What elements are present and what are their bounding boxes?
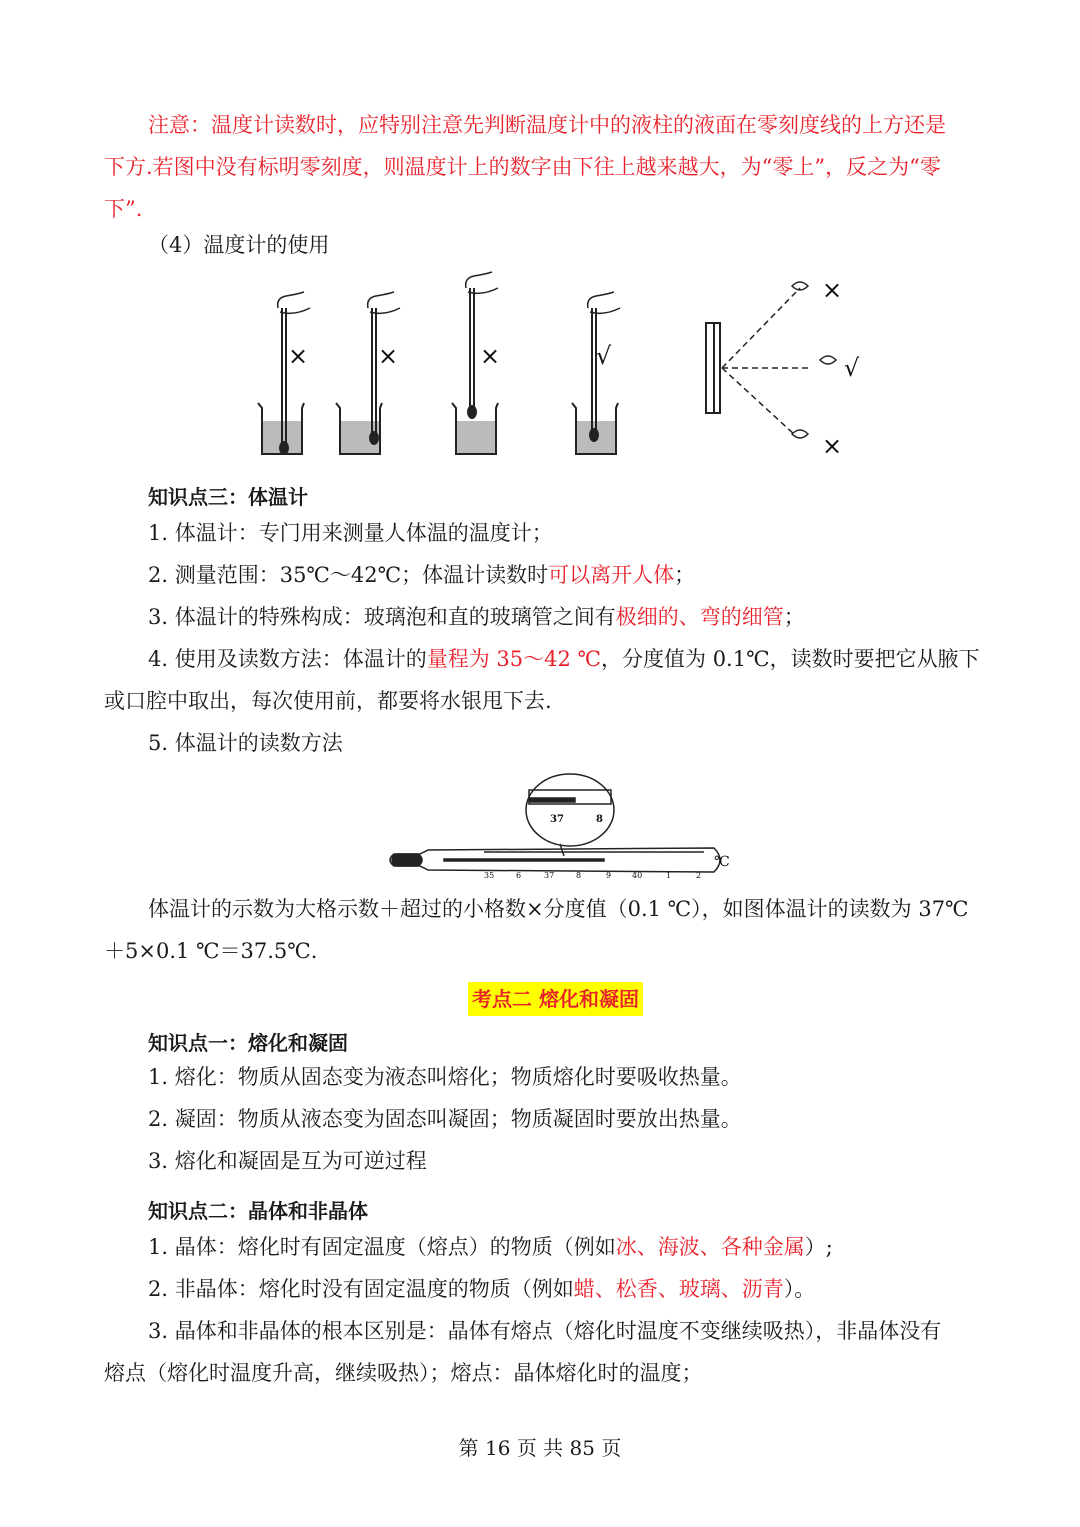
section3-item4-line2: 或口腔中取出，每次使用前，都要将水银甩下去. [104, 689, 552, 713]
crystal-item1 [148, 1232, 833, 1262]
section3-item5: 5. 体温计的读数方法 [148, 731, 343, 755]
eye-mark-1: × [822, 276, 843, 304]
zoom-label-37: 37 [550, 814, 564, 825]
section3-heading: 知识点三：体温计 [148, 485, 308, 509]
crystal-item1-text: 1. 晶体：熔化时有固定温度（熔点）的物质（例如 [148, 1235, 616, 1259]
melt-heading: 知识点一：熔化和凝固 [148, 1031, 348, 1055]
beaker-1 [258, 292, 310, 454]
mark-2: × [378, 342, 399, 370]
section3-item2-end: ； [674, 563, 696, 587]
unit-label: ℃ [714, 854, 730, 870]
section3-item4-end: ，分度值为 0.1℃，读数时要把它从腋下 [601, 647, 980, 671]
section-banner: 考点二 熔化和凝固 [468, 982, 643, 1016]
mark-3: × [480, 342, 501, 370]
reading-line-1: 体温计的示数为大格示数＋超过的小格数×分度值（0.1 ℃），如图体温计的读数为 37℃ [148, 897, 969, 921]
eye-mark-3: × [822, 432, 843, 460]
scale-label-8: 8 [576, 871, 582, 880]
scale-label-2: 2 [696, 871, 702, 880]
beaker-2 [336, 292, 400, 454]
section3-item4 [148, 644, 980, 674]
crystal-item1-end: ）; [804, 1235, 833, 1259]
section3-item2-highlight: 可以离开人体 [548, 563, 675, 587]
note-line-1: 注意：温度计读数时，应特别注意先判断温度计中的液柱的液面在零刻度线的上方还是 [148, 113, 946, 137]
section3-item3-highlight: 极细的、弯的细管 [615, 605, 784, 629]
scale-label-6: 6 [516, 871, 522, 880]
section3-item4-highlight: 量程为 35～42 ℃ [426, 647, 602, 671]
crystal-item2-highlight: 蜡、松香、玻璃、沥青 [573, 1277, 784, 1301]
melt-item1: 1. 熔化：物质从固态变为液态叫熔化；物质熔化时要吸收热量。 [148, 1065, 742, 1089]
crystal-heading: 知识点二：晶体和非晶体 [148, 1199, 368, 1223]
clinical-thermometer-figure [384, 770, 734, 880]
scale-label-40: 40 [632, 871, 643, 880]
mark-4: √ [596, 342, 612, 370]
note-line-2: 下方.若图中没有标明零刻度，则温度计上的数字由下往上越来越大，为“零上”，反之为“零 [104, 155, 941, 179]
wall-thermometer [706, 282, 836, 438]
crystal-item2 [148, 1274, 815, 1304]
scale-label-9: 9 [606, 871, 612, 880]
reading-line-2: ＋5×0.1 ℃＝37.5℃. [104, 939, 318, 963]
crystal-item2-text: 2. 非晶体：熔化时没有固定温度的物质（例如 [148, 1277, 574, 1301]
usage-heading: （4）温度计的使用 [148, 233, 330, 257]
crystal-item3: 3. 晶体和非晶体的根本区别是：晶体有熔点（熔化时温度不变继续吸热），非晶体没有 [148, 1319, 942, 1343]
section3-item2 [148, 560, 695, 590]
page-footer: 第 16 页 共 85 页 [458, 1436, 622, 1460]
section3-item1: 1. 体温计：专门用来测量人体温的温度计； [148, 521, 553, 545]
scale-label-37: 37 [544, 871, 555, 880]
crystal-item2-end: ）。 [783, 1277, 816, 1301]
eye-mark-2: √ [844, 354, 860, 382]
beaker-4 [572, 292, 620, 454]
melt-item2: 2. 凝固：物质从液态变为固态叫凝固；物质凝固时要放出热量。 [148, 1107, 742, 1131]
zoom-label-8: 8 [596, 814, 603, 825]
section3-item3-end: ； [783, 605, 805, 629]
melt-item3: 3. 熔化和凝固是互为可逆过程 [148, 1149, 427, 1173]
scale-label-35: 35 [484, 871, 495, 880]
section3-item2-text: 2. 测量范围：35℃～42℃；体温计读数时 [148, 563, 549, 587]
section3-item3-text: 3. 体温计的特殊构成：玻璃泡和直的玻璃管之间有 [148, 605, 616, 629]
section3-item3 [148, 602, 805, 632]
crystal-item1-highlight: 冰、海波、各种金属 [615, 1235, 805, 1259]
scale-label-1: 1 [666, 871, 672, 880]
crystal-item3-line2: 熔点（熔化时温度升高，继续吸热）；熔点：晶体熔化时的温度； [104, 1361, 703, 1385]
mark-1: × [288, 342, 309, 370]
note-line-3: 下”. [104, 197, 143, 221]
section3-item4-text: 4. 使用及读数方法：体温计的 [148, 647, 427, 671]
thermometer-usage-figure [240, 268, 880, 468]
